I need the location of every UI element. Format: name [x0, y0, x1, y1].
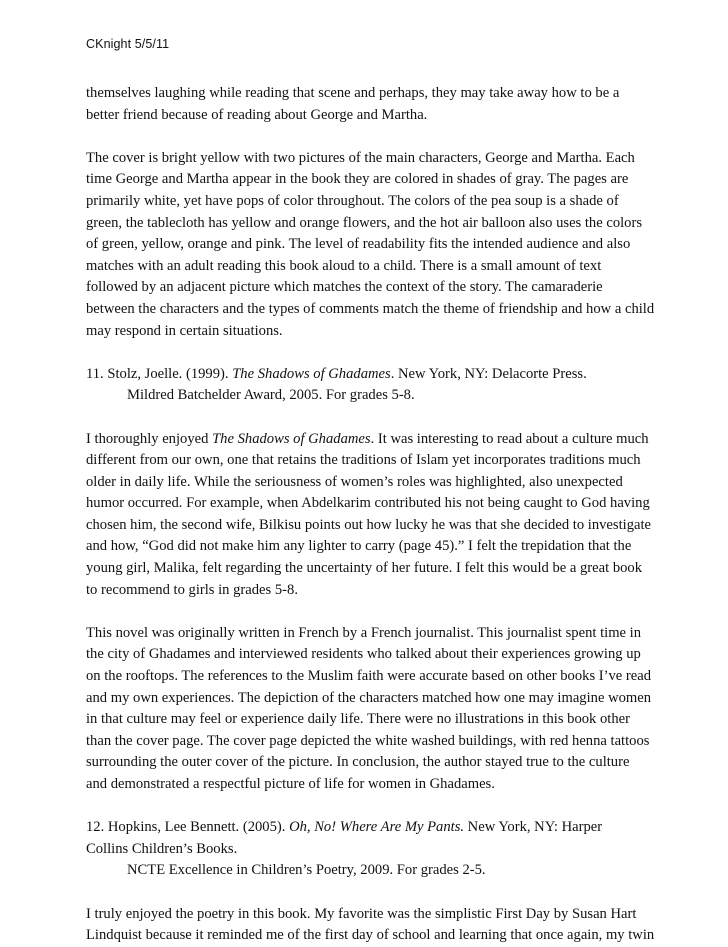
citation-suffix: New York, NY: Harper: [464, 819, 603, 836]
text-line: The cover is bright yellow with two pictures of the main characters, George and Martha. Each: [86, 149, 635, 166]
text-line: young girl, Malika, felt regarding the uncertainty of her future. I felt this would be a great book: [86, 560, 643, 577]
award-line: NCTE Excellence in Children’s Poetry, 2009. For grades 2-5.: [127, 862, 486, 879]
citation-entry-12: [86, 817, 646, 882]
text-line: [86, 429, 649, 451]
text-line: themselves laughing while reading that scene and perhaps, they may take away how to be a: [86, 85, 620, 101]
award-line: Mildred Batchelder Award, 2005. For grades 5-8.: [127, 387, 415, 404]
text-line: older in daily life. While the seriousness of women’s roles was highlighted, also unexpected: [86, 473, 623, 490]
citation-line: [86, 817, 646, 839]
text-line: than the cover page. The cover page depicted the white washed buildings, with red henna tattoos: [86, 732, 650, 749]
citation-line-2: Collins Children’s Books.: [86, 840, 238, 857]
review-suffix: . It was interesting to read about a culture much: [370, 430, 649, 447]
citation-prefix: 12. Hopkins, Lee Bennett. (2005).: [86, 819, 290, 836]
text-line: to recommend to girls in grades 5-8.: [86, 581, 298, 598]
citation-line: [86, 364, 646, 386]
text-line: I truly enjoyed the poetry in this book. My favorite was the simplistic First Day by Susan Hart: [86, 905, 637, 922]
book-title: Oh, No! Where Are My Pants.: [289, 819, 465, 836]
review-paragraph-12: [86, 904, 655, 947]
paragraph-gap: [86, 342, 646, 364]
review-prefix: I thoroughly enjoyed: [86, 430, 213, 447]
text-line: primarily white, yet have pops of color throughout. The colors of the pea soup is a shade of: [86, 192, 619, 209]
text-line: green, the tablecloth has yellow and orange flowers, and the hot air balloon also uses the colors: [86, 214, 643, 231]
text-line: matches with an adult reading this book aloud to a child. There is a small amount of text: [86, 257, 602, 274]
text-line: on the rooftops. The references to the Muslim faith were accurate based on other books I’ve read: [86, 668, 652, 685]
paragraph-gap: [86, 882, 646, 904]
text-line: between the characters and the types of comments match the theme of friendship and how a child: [86, 300, 655, 317]
text-line: chosen him, the second wife, Bilkisu points out how lucky he was that she decided to investigate: [86, 516, 651, 533]
text-line: This novel was originally written in French by a French journalist. This journalist spent time in: [86, 624, 642, 641]
book-title: The Shadows of Ghadames: [212, 430, 371, 447]
text-line: and my own experiences. The depiction of the characters matched how one may imagine women: [86, 689, 652, 706]
paragraph-gap: [86, 601, 646, 623]
text-line: and demonstrated a respectful picture of life for women in Ghadames.: [86, 776, 495, 792]
paragraph-gap: [86, 796, 646, 818]
text-line: may respond in certain situations.: [86, 322, 283, 339]
review-paragraph-11a: [86, 429, 651, 602]
citation-entry-11: [86, 364, 646, 407]
text-line: time George and Martha appear in the book they are colored in shades of gray. The pages are: [86, 171, 629, 188]
review-paragraph-11b: [86, 623, 652, 796]
page-header: CKnight 5/5/11: [86, 37, 170, 51]
text-line: better friend because of reading about George and Martha.: [86, 106, 428, 123]
paragraph-cover-description: [86, 148, 655, 342]
paragraph-gap: [86, 407, 646, 429]
citation-suffix: . New York, NY: Delacorte Press.: [390, 365, 587, 382]
text-line: surrounding the outer cover of the picture. In conclusion, the author stayed true to the culture: [86, 754, 630, 771]
text-line: and how, “God did not make him any lighter to carry (page 45).” I felt the trepidation that the: [86, 538, 632, 555]
text-line: different from our own, one that retains the traditions of Islam yet incorporates traditions much: [86, 452, 641, 469]
text-line: the city of Ghadames and interviewed residents who talked about their experiences growing up: [86, 646, 641, 663]
text-line: in that culture may feel or experience daily life. There were no illustrations in this book other: [86, 711, 630, 728]
citation-prefix: 11. Stolz, Joelle. (1999).: [86, 365, 233, 382]
document-body: [86, 83, 655, 947]
text-line: followed by an adjacent picture which matches the context of the story. The camaraderie: [86, 279, 603, 296]
text-line: humor occurred. For example, when Abdelkarim contributed his not being caught to God having: [86, 495, 650, 512]
paragraph-gap: [86, 126, 646, 148]
text-line: Lindquist because it reminded me of the first day of school and learning that once again, my twin: [86, 927, 655, 944]
paragraph-continuation: [86, 83, 646, 126]
book-title: The Shadows of Ghadames: [232, 365, 391, 382]
text-line: of green, yellow, orange and pink. The level of readability fits the intended audience and also: [86, 236, 631, 253]
